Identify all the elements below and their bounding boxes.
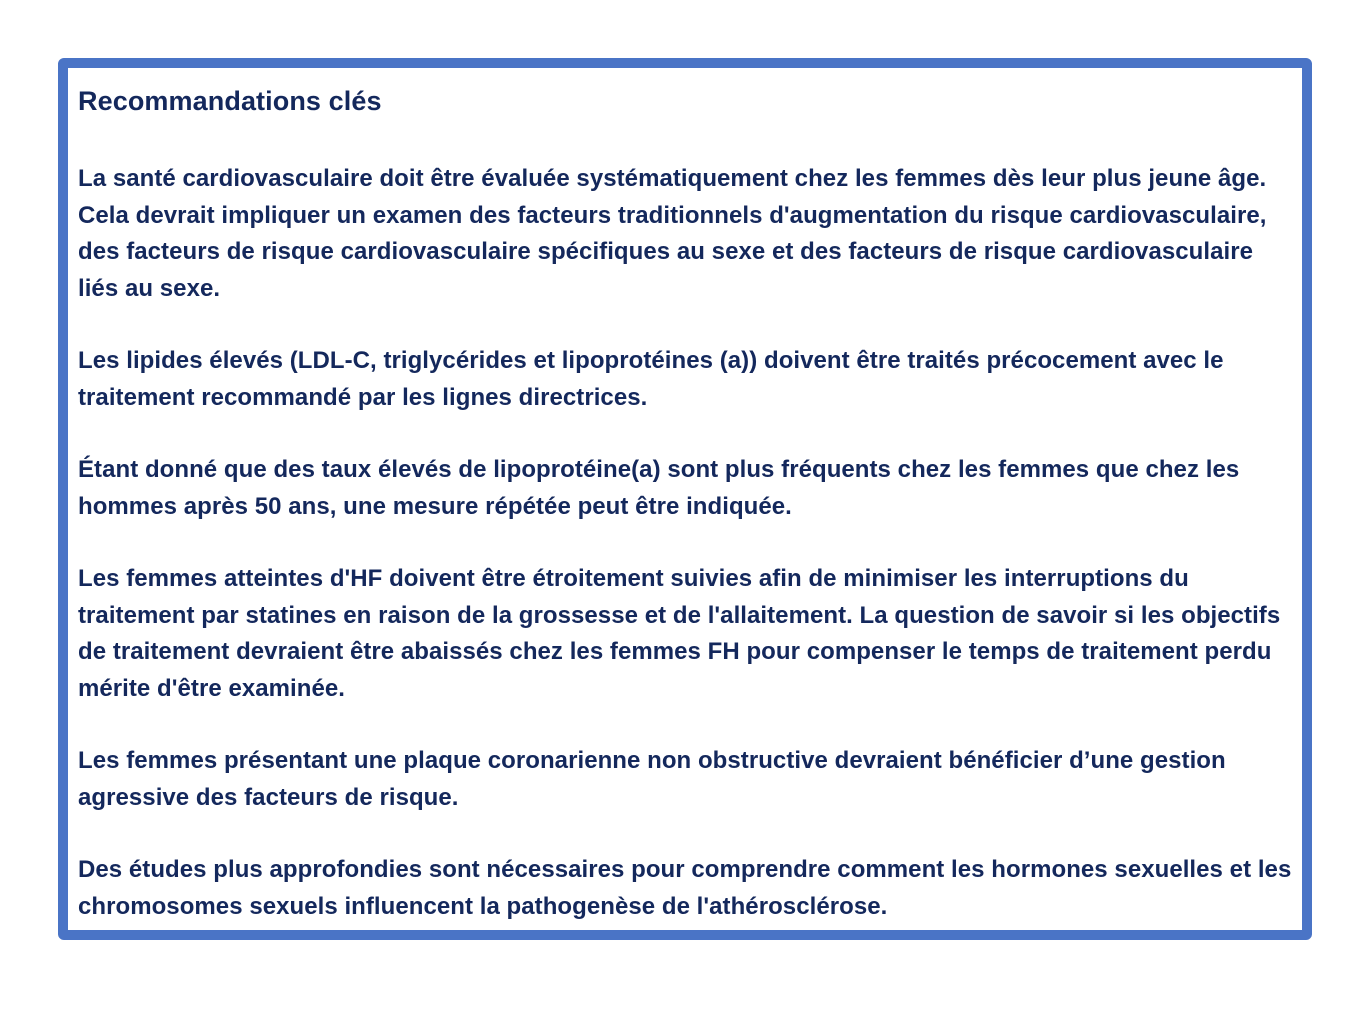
recommendation-paragraph-1: La santé cardiovasculaire doit être évaluée systématiquement chez les femmes dès leur plus jeune âge. Cela devrait impliquer un examen des facteurs traditionnels d'augmentation du risque cardiovasculaire, des facteurs de risque cardiovasculaire spécifiques au sexe et des facteurs de risque cardiovasculaire liés au sexe. — [78, 165, 1267, 302]
recommendation-paragraph-5: Les femmes présentant une plaque coronarienne non obstructive devraient bénéficier d’une gestion agressive des facteurs de risque. — [78, 747, 1226, 811]
recommendations-card — [58, 58, 1312, 940]
recommendation-paragraph-3: Étant donné que des taux élevés de lipoprotéine(a) sont plus fréquents chez les femmes que chez les hommes après 50 ans, une mesure répétée peut être indiquée. — [78, 456, 1240, 520]
recommendation-paragraph-2: Les lipides élevés (LDL-C, triglycérides et lipoprotéines (a)) doivent être traités précocement avec le traitement recommandé par les lignes directrices. — [78, 347, 1224, 411]
card-title: Recommandations clés — [78, 86, 382, 116]
recommendation-paragraph-6: Des études plus approfondies sont nécessaires pour comprendre comment les hormones sexuelles et les chromosomes sexuels influencent la pathogenèse de l'athérosclérose. — [78, 856, 1292, 920]
recommendation-paragraph-4: Les femmes atteintes d'HF doivent être étroitement suivies afin de minimiser les interruptions du traitement par statines en raison de la grossesse et de l'allaitement. La question de savoir si les objectifs de traitement devraient être abaissés chez les femmes FH pour compenser le temps de traitement perdu mérite d'être examinée. — [78, 565, 1281, 702]
